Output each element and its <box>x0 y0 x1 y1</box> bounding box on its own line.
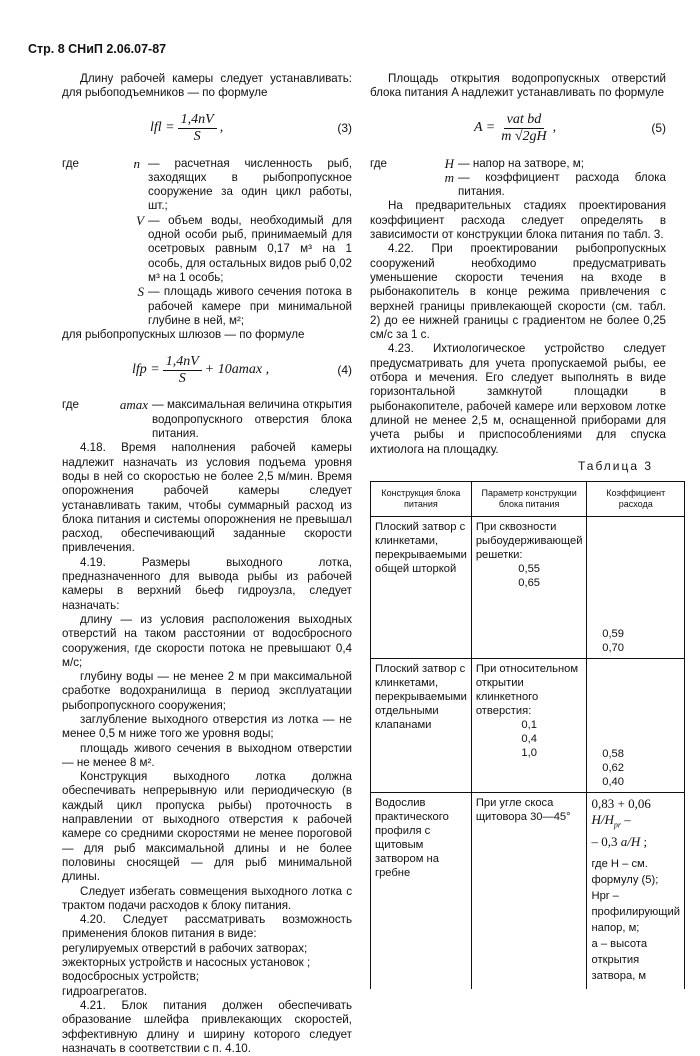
table-cell: При сквозности рыбоудерживающей решетки: 0,55 0,65 <box>471 517 587 659</box>
section-4-20: 4.20. Следует рассматривать возможность применения блоков питания в виде: <box>62 913 352 941</box>
left-column <box>62 72 352 1056</box>
table-cell: Водослив практического профиля с щитовым затвором на гребне <box>371 793 472 989</box>
definition-5: m — коэффициент расхода блока питания. <box>444 169 666 199</box>
right-column <box>370 72 666 457</box>
paragraph: Площадь открытия водопропускных отверстий блока питания A надлежит устанавливать по формуле <box>370 72 666 100</box>
formula-5: A = $\frac{\text{vat bd}}{m √2gH}$ , (5) <box>474 112 666 145</box>
paragraph: Длину рабочей камеры следует устанавливать: для рыбоподъемников — по формуле <box>62 72 352 100</box>
formula-4: lfp = $\frac{1,4nV}{S}$ + 10amax , (4) <box>132 353 352 386</box>
table-caption: Таблица 3 <box>578 459 654 473</box>
paragraph: Конструкция выходного лотка должна обеспечивать непрерывную или периодическую (в каждый цикл пропуска рыбы) проточность в направлении от выходного отверстия к рабочей камере со средними скоростями не менее пороговой — для рыб максимальной длины и не более половины сносящей — для рыб минимальной длины. <box>62 770 352 884</box>
page-header: Стр. 8 СНиП 2.06.07-87 <box>28 42 167 56</box>
table-cell: 0,58 0,62 0,40 <box>587 659 685 793</box>
table-cell: 0,83 + 0,06 $H/H_{pr}$ – – 0,3 a/H ; где H – см. формулу (5); Hpr – профилирующий напор, м; a – высота открытия затвора, м <box>587 793 685 989</box>
section-4-18: 4.18. Время наполнения рабочей камеры надлежит назначать из условия подъема уровня воды в ней со скоростью не более 2,5 м/мин. Время опорожнения рабочей камеры следует устанавливать таким, чтобы суммарный расход из блока питания и системы опорожнения не превышал расход, обеспечивающий заданные скорости привлечения. <box>62 441 352 555</box>
formula-number: (5) <box>651 121 666 136</box>
paragraph: для рыбопропускных шлюзов — по формуле <box>62 328 305 342</box>
paragraph: Следует избегать совмещения выходного лотка с трактом подачи расходов к блоку питания. <box>62 884 352 912</box>
definition-5: где H — напор на затворе, м; <box>370 155 584 171</box>
formula-number: (4) <box>337 363 352 378</box>
list-item: гидроагрегатов. <box>62 984 148 998</box>
table-cell: При угле скоса щитовора 30—45° <box>471 793 587 989</box>
table-cell: При относительном открытии клинкетного отверстия: 0,1 0,4 1,0 <box>471 659 587 793</box>
definitions-3: где n — расчетная численность рыб, заходящих в рыбопропускное сооружение за один цикл работы, шт.; V — объем воды, необходимый для одной особи рыб, принимаемый для осетровых равным 0,17 м³ на 1 особь, для остальных видов рыб 0,02 м³ на 1 особь; S — площадь живого сечения потока в рабочей камере при минимальной глубине в ней, м²; <box>62 155 352 327</box>
paragraph: На предварительных стадиях проектирования коэффициент расхода следует определять в зависимости от конструкции блока питания по табл. 3. <box>370 199 666 242</box>
list-item: глубину воды — не менее 2 м при максимальной сработке водохранилища в период эксплуатации рыбопропускного сооружения; <box>62 670 352 712</box>
column-header: Конструкция блока питания <box>371 482 472 517</box>
definition-4: где amax — максимальная величина открытия водопропускного отверстия блока питания. <box>62 397 352 441</box>
table-3 <box>370 481 685 989</box>
table-row <box>371 517 685 659</box>
table-header-row <box>371 482 685 517</box>
table-row <box>371 793 685 989</box>
list-item: площадь живого сечения в выходном отверстии — не менее 8 м². <box>62 741 352 769</box>
list-item: длину — из условия расположения выходных отверстий на таком расстоянии от водосбросного сооружения, где скорости потока не превышают 0,4 м/с; <box>62 612 352 669</box>
section-4-22: 4.22. При проектировании рыбопропускных сооружений необходимо предусматривать уменьшение скорости течения на входе в рыбонакопитель в конце режима привлечения с верхней границы привлекающей скорости (см. табл. 2) до ее нижней границы с градиентом не более 0,25 см/с за 1 с. <box>370 242 666 342</box>
section-4-21: 4.21. Блок питания должен обеспечивать образование шлейфа привлекающих скоростей, эффективную длину и ширину которого следует назначать в соответствии с п. 4.10. <box>62 998 352 1055</box>
formula-number: (3) <box>337 121 352 136</box>
section-4-19: 4.19. Размеры выходного лотка, предназначенного для вывода рыбы из рабочей камеры в верхний бьеф гидроузла, следует назначать: <box>62 555 352 612</box>
table-cell: 0,59 0,70 <box>587 517 685 659</box>
table-row <box>371 659 685 793</box>
section-4-23: 4.23. Ихтиологическое устройство следует предусматривать для учета пропускаемой рыбы, ее отбора и мечения. Его следует выполнять в виде горизонтальной замкнутой площадки в рыбонакопителе, рабочей камере или верховом лотке длиной не менее 2,5 м, оснащенной приборами для учета рыбы и приспособлениями для спуска ихтиолога на площадку. <box>370 342 666 456</box>
column-header: Параметр конструкции блока питания <box>471 482 587 517</box>
list-item: эжекторных устройств и насосных установок ; <box>62 956 311 970</box>
column-header: Коэффициент расхода <box>587 482 685 517</box>
list-item: заглубление выходного отверстия из лотка — не менее 0,5 м ниже того же уровня воды; <box>62 712 352 741</box>
table-cell: Плоский затвор с клинкетами, перекрываемыми общей шторкой <box>371 517 472 659</box>
formula-3: lfl = $\frac{1,4nV}{S}$ , (3) <box>150 112 352 145</box>
list-item: регулируемых отверстий в рабочих затворах; <box>62 941 308 955</box>
table-cell: Плоский затвор с клинкетами, перекрываемыми отдельными клапанами <box>371 659 472 793</box>
list-item: водосбросных устройств; <box>62 970 199 984</box>
